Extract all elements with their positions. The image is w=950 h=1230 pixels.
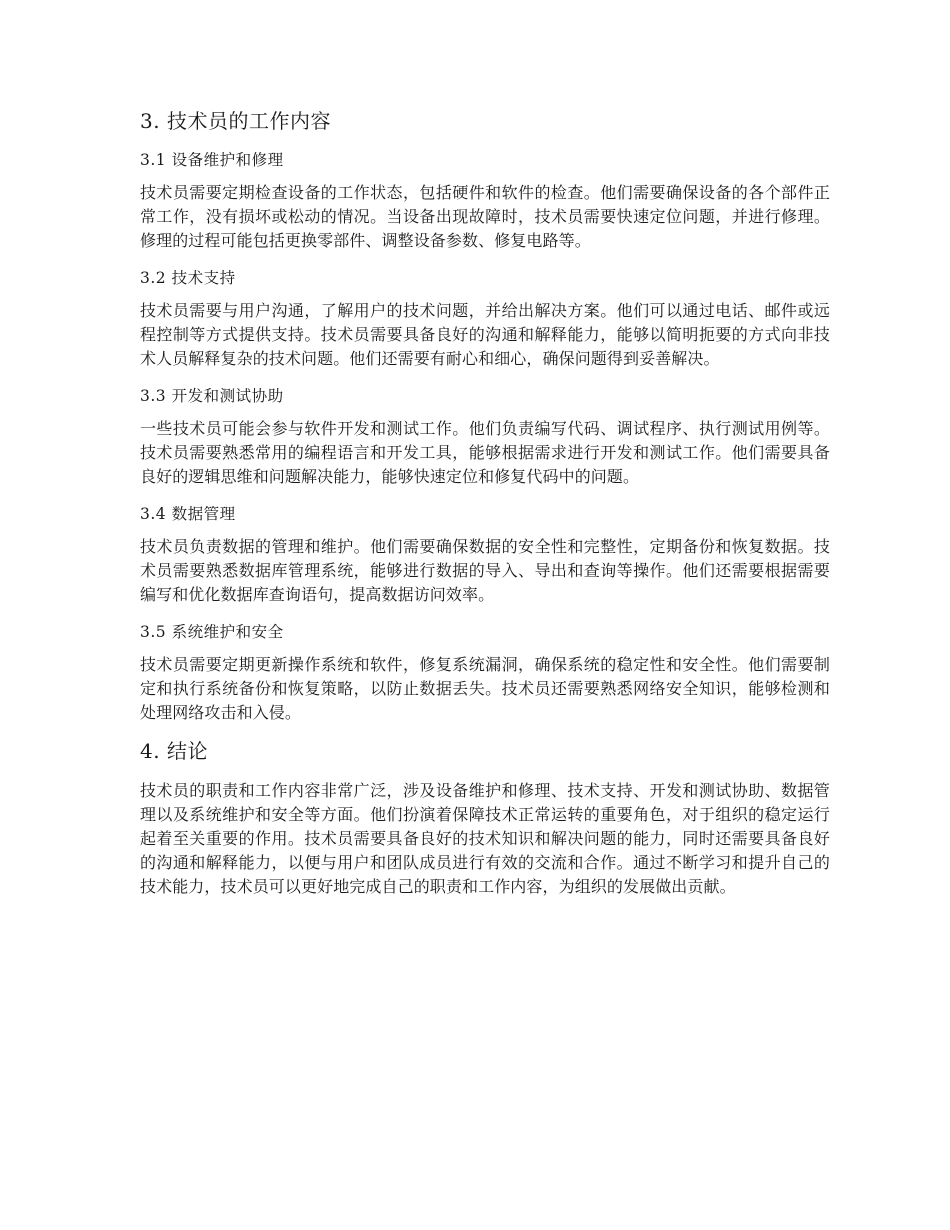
section-4-heading: 4. 结论: [140, 739, 208, 763]
section-3-heading: 3. 技术员的工作内容: [140, 109, 331, 133]
subsection-3-4-heading: 3.4 数据管理: [140, 505, 236, 523]
document-page: [140, 105, 830, 911]
subsection-3-3-heading: 3.3 开发和测试协助: [140, 387, 284, 405]
subsection-3-1-paragraph: 技术员需要定期检查设备的工作状态，包括硬件和软件的检查。他们需要确保设备的各个部件正常工作，没有损坏或松动的情况。当设备出现故障时，技术员需要快速定位问题，并进行修理。修理的过程可能包括更换零部件、调整设备参数、修复电路等。: [140, 183, 830, 250]
subsection-3-4-paragraph: 技术员负责数据的管理和维护。他们需要确保数据的安全性和完整性，定期备份和恢复数据。技术员需要熟悉数据库管理系统，能够进行数据的导入、导出和查询等操作。他们还需要根据需要编写和优化数据库查询语句，提高数据访问效率。: [140, 537, 830, 604]
subsection-3-2-heading: 3.2 技术支持: [140, 269, 236, 287]
subsection-3-3-paragraph: 一些技术员可能会参与软件开发和测试工作。他们负责编写代码、调试程序、执行测试用例等。技术员需要熟悉常用的编程语言和开发工具，能够根据需求进行开发和测试工作。他们需要具备良好的逻辑思维和问题解决能力，能够快速定位和修复代码中的问题。: [140, 419, 830, 486]
conclusion-paragraph: 技术员的职责和工作内容非常广泛，涉及设备维护和修理、技术支持、开发和测试协助、数据管理以及系统维护和安全等方面。他们扮演着保障技术正常运转的重要角色，对于组织的稳定运行起着至关重要的作用。技术员需要具备良好的技术知识和解决问题的能力，同时还需要具备良好的沟通和解释能力，以便与用户和团队成员进行有效的交流和合作。通过不断学习和提升自己的技术能力，技术员可以更好地完成自己的职责和工作内容，为组织的发展做出贡献。: [140, 781, 830, 896]
subsection-3-2-paragraph: 技术员需要与用户沟通，了解用户的技术问题，并给出解决方案。他们可以通过电话、邮件或远程控制等方式提供支持。技术员需要具备良好的沟通和解释能力，能够以简明扼要的方式向非技术人员解释复杂的技术问题。他们还需要有耐心和细心，确保问题得到妥善解决。: [140, 301, 830, 368]
subsection-3-1-heading: 3.1 设备维护和修理: [140, 151, 284, 169]
subsection-3-5-paragraph: 技术员需要定期更新操作系统和软件，修复系统漏洞，确保系统的稳定性和安全性。他们需要制定和执行系统备份和恢复策略，以防止数据丢失。技术员还需要熟悉网络安全知识，能够检测和处理网络攻击和入侵。: [140, 655, 830, 722]
subsection-3-5-heading: 3.5 系统维护和安全: [140, 623, 284, 641]
